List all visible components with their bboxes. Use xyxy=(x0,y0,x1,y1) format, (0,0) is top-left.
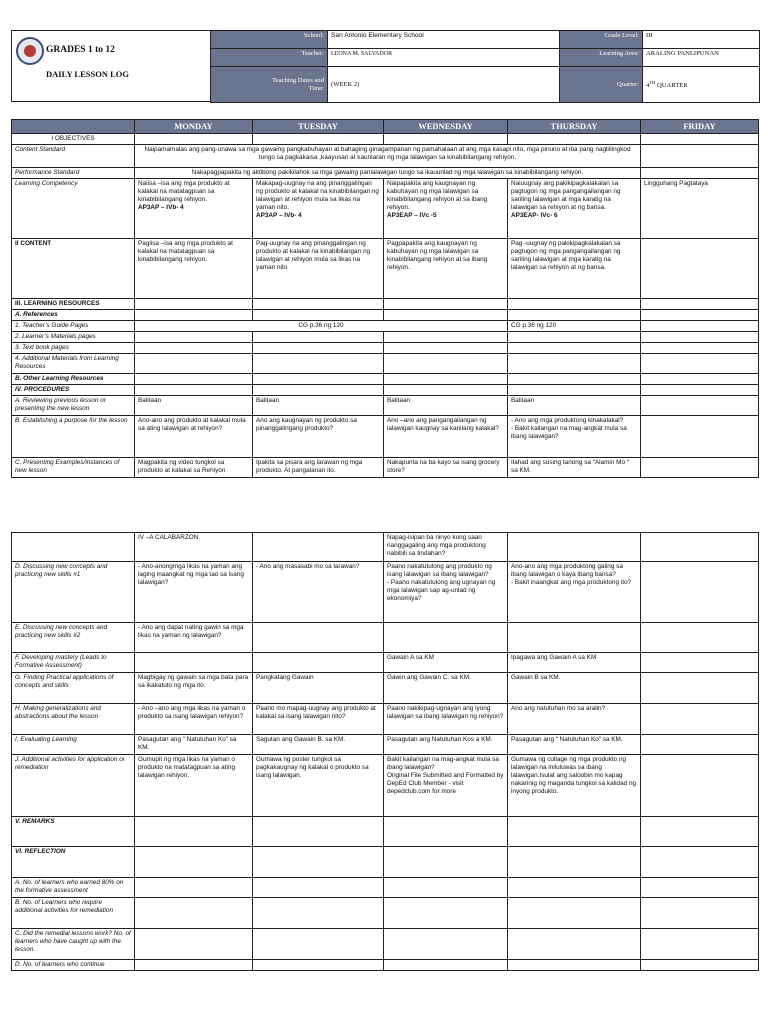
header-info-table xyxy=(210,30,760,103)
quarter-sup: TH xyxy=(649,79,656,85)
quarter-num: 4 xyxy=(646,82,650,90)
content-thursday: Pag -uugnay ng pakikipagkalakalan sa pagtugon ng mga pangangailangan ng sariling lalawigan at mga karatig na lalawigan sa rehiyon at ng bansa. xyxy=(508,239,641,299)
competency-code: AP3EAP – IVc -5 xyxy=(387,212,437,219)
proc-j-wednesday: Bakit kailangan na mag-angkat mula sa ibang lalawigan? Original File Submitted and Formatted by DepEd Club Member - visit depedclub.com for more xyxy=(384,755,508,817)
proc-d-monday: - Ano-anongmga likas na yaman ang laging inaangkat ng mga tao sa isang lalawigan? xyxy=(135,562,253,623)
resources-label: III. LEARNING RESOURCES xyxy=(12,299,135,310)
proc-b-thursday: - Ano ang mga produktong kinakalakal? - Bakit kailangan na mag-angkat mula sa ibang lalawigan? xyxy=(508,416,641,458)
day-monday: MONDAY xyxy=(135,120,253,134)
proc-a-tuesday: Balitaan xyxy=(253,396,384,416)
proc-a-wednesday: Balitaan xyxy=(384,396,508,416)
proc-a-monday: Balitaan xyxy=(135,396,253,416)
content-monday: Pagiisa –isa ang mga produkto at kalakal na matatagpuan sa kinabibilangang rehiyon. xyxy=(135,239,253,299)
competency-text: Naiuugnay ang pakikipagkalakalan sa pagtugon ng mga pangangailangan ng sariling lalawigan at mga karatig na lalawigan sa rehiyon at ng bansa. xyxy=(511,180,621,211)
proc-j-tuesday: Gumawa ng poster tungkol sa pagkakaugnay ng kalakal o produkto sa isang lalawigan. xyxy=(253,755,384,817)
proc-j-monday: Gumupit ng mga likas na yaman o produkto na matatagpuan sa ating lalawigan rehiyon. xyxy=(135,755,253,817)
cont-label-blank xyxy=(12,533,135,562)
proc-e-tuesday xyxy=(253,623,384,653)
performance-standard-label: Performance Standard xyxy=(12,168,135,179)
deped-seal-icon xyxy=(16,37,44,65)
proc-i-friday xyxy=(641,735,759,755)
reflection-c-label: C. Did the remedial lessons work? No. of learners who have caught up with the lesson. xyxy=(12,929,135,960)
competency-friday: Lingguhang Pagtataya xyxy=(641,179,759,239)
school-value: San Antonio Elementary School xyxy=(328,31,560,49)
proc-h-tuesday: Paano mo mapag-uugnay ang produkto at kalakal sa isang lalawigan nito? xyxy=(253,704,384,735)
proc-c-thursday: Ilahad ang susing tanong sa “Alamin Mo “ sa KM. xyxy=(508,458,641,478)
proc-d-thursday: Ano-ano ang mga produktong galing sa ibang lalawigan o kaya ibang bansa? - Bakit inaangkat ang mga produktong ito? xyxy=(508,562,641,623)
content-wednesday: Pagpapakita ang kaugnayan ng kabuhayan ng mga lalawigan sa kinabibilangang rehiyon at sa ibang rehiyon. xyxy=(384,239,508,299)
header-title-area xyxy=(12,31,210,101)
objectives-label: I OBJECTIVES xyxy=(12,134,135,145)
competency-code: AP3EAP- IVc- 6 xyxy=(511,212,558,219)
proc-h-wednesday: Paano nakikipag-ugnayan ang iyong lalawigan sa ibang lalawigan ng rehiyon? xyxy=(384,704,508,735)
additional-materials-label: 4. Additional Materials from Learning Resources xyxy=(12,354,135,374)
header-title-line1: GRADES 1 to 12 xyxy=(46,45,115,55)
grade-label: Grade Level: xyxy=(560,31,643,49)
reflection-d-label: D. No. of learners who continue xyxy=(12,960,135,971)
proc-e-wednesday xyxy=(384,623,508,653)
proc-g-friday xyxy=(641,673,759,704)
proc-i-label: I. Evaluating Learning xyxy=(12,735,135,755)
header-title-line2: DAILY LESSON LOG xyxy=(46,69,129,79)
competency-code: AP3AP – IVb- 4 xyxy=(138,204,184,211)
proc-c-wednesday: Nakapunta na ba kayo sa isang grocery store? xyxy=(384,458,508,478)
cont-monday: IV –A CALABARZON. xyxy=(135,533,253,562)
quarter-value xyxy=(643,67,760,103)
area-value: ARALING PANLIPUNAN xyxy=(643,49,760,67)
proc-f-friday xyxy=(641,653,759,673)
proc-g-tuesday: Pangkatang Gawain xyxy=(253,673,384,704)
day-tuesday: TUESDAY xyxy=(253,120,384,134)
proc-f-label: F. Developing mastery (Leads to Formative Assessment) xyxy=(12,653,135,673)
proc-i-thursday: Pasagutan ang “ Natutuhan Ko” sa KM. xyxy=(508,735,641,755)
proc-i-monday: Pasagutan ang “ Natutuhan Ko” sa KM. xyxy=(135,735,253,755)
proc-e-label: E. Discussing new concepts and practicing new skills #2 xyxy=(12,623,135,653)
proc-c-tuesday: Ipakita sa pisara ang larawan ng mga produkto. At pangalanan ito. xyxy=(253,458,384,478)
proc-h-label: H. Making generalizations and abstractions about the lesson xyxy=(12,704,135,735)
procedures-label: IV. PROCEDURES xyxy=(12,385,135,396)
proc-a-friday xyxy=(641,396,759,416)
proc-i-wednesday: Pasagutan ang Natutuhan Kos a KM. xyxy=(384,735,508,755)
proc-b-label: B. Establishing a purpose for the lesson xyxy=(12,416,135,458)
teacher-label: Teacher: xyxy=(211,49,328,67)
proc-d-friday xyxy=(641,562,759,623)
cont-thursday xyxy=(508,533,641,562)
cont-wednesday: Napag-isipan ba ninyo kung saan nanggagaling ang mga produktong nabibili sa tindahan? xyxy=(384,533,508,562)
learners-materials-label: 2. Learner’s Materials pages xyxy=(12,332,135,343)
competency-text: Naipapakita ang kaugnayan ng kabuhayan ng mga lalawigan sa kinabibilangang rehiyon at sa ibang rehiyon. xyxy=(387,180,488,211)
proc-b-tuesday: Ano ang kaugnayan ng produkto sa pinanggalingang produkto? xyxy=(253,416,384,458)
proc-c-friday xyxy=(641,458,759,478)
teacher-value: LEONA M. SALVADOR xyxy=(328,49,560,67)
proc-d-wednesday: Paano nakatutulong ang produkto ng isang lalawigan sa ibang lalawigan? - Paano nakatutulong ang ugnayan ng mga lalawigan sap ag-unlad ng ekonomiya? xyxy=(384,562,508,623)
proc-e-monday: - Ano ang dapat nating gawin sa mga likas na yaman ng lalawigan? xyxy=(135,623,253,653)
proc-f-thursday: Ipagawa ang Gawain A sa KM xyxy=(508,653,641,673)
proc-a-thursday: Balitaan xyxy=(508,396,641,416)
competency-text: Makapag-uugnay na ang pinanggalingan ng produkto at kalakal na kinabibilangan ng lalawigan at rehiyon mula sa likas na yaman nito. xyxy=(256,180,379,211)
reflection-label: VI. REFLECTION xyxy=(12,847,135,878)
content-standard-label: Content Standard xyxy=(12,145,135,168)
proc-f-wednesday: Gawain A sa KM xyxy=(384,653,508,673)
proc-g-label: G. Finding Practical applications of concepts and skills xyxy=(12,673,135,704)
dates-label-1: Teaching Dates and xyxy=(272,76,324,84)
competency-text: Naiisa –isa ang mga produkto at kalakal na matatagpuan sa kinabibilangang rehiyon. xyxy=(138,180,230,203)
proc-c-monday: Magpakita ng video tungkol sa produkto at kalakal sa Rehiyon xyxy=(135,458,253,478)
proc-b-monday: Ano-ano ang produkto at kalakal mula sa ating lalawigan at rehiyon? xyxy=(135,416,253,458)
teachers-guide-thursday: CG p.36 ng 120 xyxy=(508,321,641,332)
textbook-pages-label: 3. Text book pages xyxy=(12,343,135,354)
competency-thursday xyxy=(508,179,641,239)
proc-h-friday xyxy=(641,704,759,735)
other-resources-label: B. Other Learning Resources xyxy=(12,374,135,385)
dates-label xyxy=(211,67,328,103)
proc-b-friday xyxy=(641,416,759,458)
dates-value: (WEEK 2) xyxy=(328,67,560,103)
proc-c-label: C. Presenting Examples/instances of new lesson xyxy=(12,458,135,478)
proc-j-thursday: Gumawa ng collage ng mga produkto ng lalawigan na iniluluwas sa ibang lalawigan.Isulat ang saloobin mo kapag nakarinig ng maganda tungkol sa kalidad ng inyong produkto. xyxy=(508,755,641,817)
content-friday xyxy=(641,239,759,299)
proc-d-label: D. Discussing new concepts and practicing new skills #1 xyxy=(12,562,135,623)
proc-j-label: J. Additional activities for application or remediation xyxy=(12,755,135,817)
reflection-b-label: B. No. of Learners who require additional activities for remediation xyxy=(12,898,135,929)
teachers-guide-mon-wed: CG p.36 ng 120 xyxy=(135,321,508,332)
proc-a-label: A. Reviewing previous lesson or presenting the new lesson xyxy=(12,396,135,416)
proc-g-thursday: Gawain B sa KM. xyxy=(508,673,641,704)
competency-wednesday xyxy=(384,179,508,239)
school-label: School: xyxy=(211,31,328,49)
dates-label-2: Time: xyxy=(308,84,324,92)
area-label: Learning Area: xyxy=(560,49,643,67)
performance-standard-text: Nakapagpapakita ng aktibong pakikilahok sa mga gawaing panlalawigan tungo sa ikauunlad ng mga lalawigan sa kinabibilangang rehiyon. xyxy=(135,168,641,179)
proc-f-monday xyxy=(135,653,253,673)
reflection-a-label: A. No. of learners who earned 80% on the formative assessment xyxy=(12,878,135,898)
day-header-blank xyxy=(12,120,135,134)
competency-tuesday xyxy=(253,179,384,239)
competency-monday xyxy=(135,179,253,239)
proc-d-tuesday: - Ano ang masasabi mo sa larawan? xyxy=(253,562,384,623)
competency-code: AP3AP – IVb- 4 xyxy=(256,212,302,219)
header-block xyxy=(11,30,758,102)
teachers-guide-label: 1. Teacher’s Guide Pages xyxy=(12,321,135,332)
proc-e-friday xyxy=(641,623,759,653)
content-standard-text: Naipamamalas ang pang-unawa sa mga gawaing pangkabuhayan at bahaging ginagampanan ng pamahalaan at ang mga kasapi nito, mga pinuno at iba pang nagliilingkod tungo sa pagkakaisa ,kaayusan at kaunlaran ng mga lalawigan sa kinabibilangang rehiyon. xyxy=(135,145,641,168)
proc-g-wednesday: Gawin ang Gawain C. sa KM. xyxy=(384,673,508,704)
proc-g-monday: Magbigay ng gawain sa mga bata para sa ikakatuto ng mga ito. xyxy=(135,673,253,704)
cont-tuesday xyxy=(253,533,384,562)
day-thursday: THURSDAY xyxy=(508,120,641,134)
content-label: II CONTENT xyxy=(12,239,135,299)
proc-b-wednesday: Ano –ano ang pangangailangan ng lalawigan kaugnay sa kanilang kalakal? xyxy=(384,416,508,458)
day-wednesday: WEDNESDAY xyxy=(384,120,508,134)
lesson-table-page1 xyxy=(11,119,759,478)
cont-friday xyxy=(641,533,759,562)
quarter-word: QUARTER xyxy=(655,82,688,90)
lesson-table-page2 xyxy=(11,532,759,971)
content-tuesday: Pag-uugnay na ang pinanggalingan ng produkto at kalakal na kinabibilangan ng lalawigan at rehiyon mula sa likas na yaman nito xyxy=(253,239,384,299)
learning-competency-label: Learning Competency xyxy=(12,179,135,239)
proc-e-thursday xyxy=(508,623,641,653)
proc-h-monday: - Ano –ano ang mga likas na yaman o produkto sa isang lalawigan rehiyon? xyxy=(135,704,253,735)
grade-value: III xyxy=(643,31,760,49)
day-friday: FRIDAY xyxy=(641,120,759,134)
references-label: A. References xyxy=(12,310,135,321)
remarks-label: V. REMARKS xyxy=(12,817,135,847)
proc-f-tuesday xyxy=(253,653,384,673)
quarter-label: Quarter: xyxy=(560,67,643,103)
proc-h-thursday: Ano ang natutuhan mo sa aralin? xyxy=(508,704,641,735)
proc-i-tuesday: Sagutan ang Gawain B. sa KM. xyxy=(253,735,384,755)
proc-j-friday xyxy=(641,755,759,817)
